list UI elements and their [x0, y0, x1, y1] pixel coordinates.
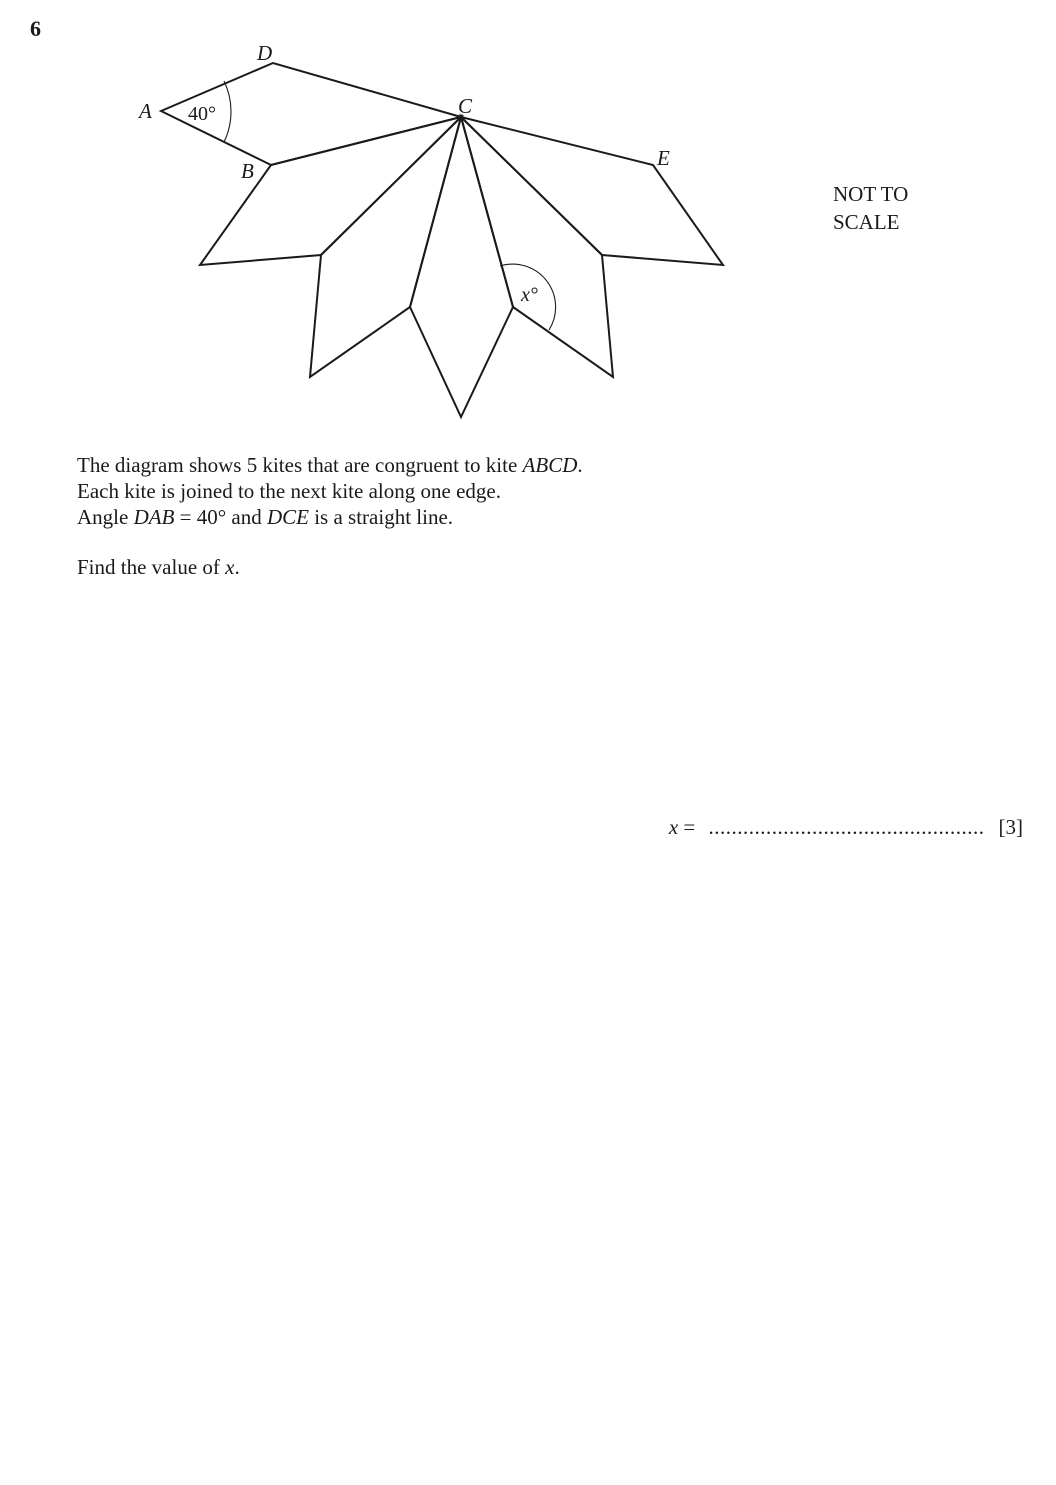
label-d: D	[257, 41, 273, 65]
angle-x-label	[520, 284, 538, 306]
label-b: B	[241, 159, 254, 183]
angle-x-label-text: x°	[521, 284, 538, 306]
line3-angle-name: DAB	[133, 505, 175, 529]
angle-a-label: 40°	[188, 103, 216, 125]
line3-mid: = 40° and	[174, 505, 267, 529]
kite-2	[200, 117, 461, 265]
not-to-scale-line1: NOT TO	[833, 182, 909, 206]
question-text	[77, 452, 583, 530]
line1-post: .	[577, 453, 583, 477]
not-to-scale-note	[833, 180, 908, 236]
marks-badge: [3]	[998, 815, 1023, 839]
kite-5	[461, 117, 613, 377]
answer-line	[669, 815, 1023, 840]
answer-eq: =	[678, 815, 701, 839]
question-number: 6	[30, 16, 41, 41]
find-post: .	[234, 555, 240, 579]
answer-field[interactable]: ................................................	[708, 815, 985, 839]
line3-post: is a straight line.	[308, 505, 454, 529]
line3-line-name: DCE	[266, 505, 309, 529]
line1-kite-name: ABCD	[522, 453, 578, 477]
kite-6	[461, 117, 723, 265]
line3-pre: Angle	[77, 505, 134, 529]
find-instruction	[77, 555, 240, 580]
answer-var: x	[668, 815, 679, 839]
line1-pre: The diagram shows 5 kites that are congruent to kite	[77, 453, 523, 477]
question-line-3	[77, 504, 583, 530]
label-a: A	[139, 99, 152, 123]
question-line-1	[77, 452, 583, 478]
find-pre: Find the value of	[77, 555, 226, 579]
question-line-2: Each kite is joined to the next kite along one edge.	[77, 479, 501, 503]
label-e: E	[657, 146, 670, 170]
angle-a-arc	[224, 81, 231, 142]
kite-3	[310, 117, 461, 377]
not-to-scale-line2: SCALE	[833, 210, 900, 234]
find-var: x	[225, 555, 235, 579]
label-c: C	[458, 94, 473, 118]
kite-4	[410, 117, 513, 417]
